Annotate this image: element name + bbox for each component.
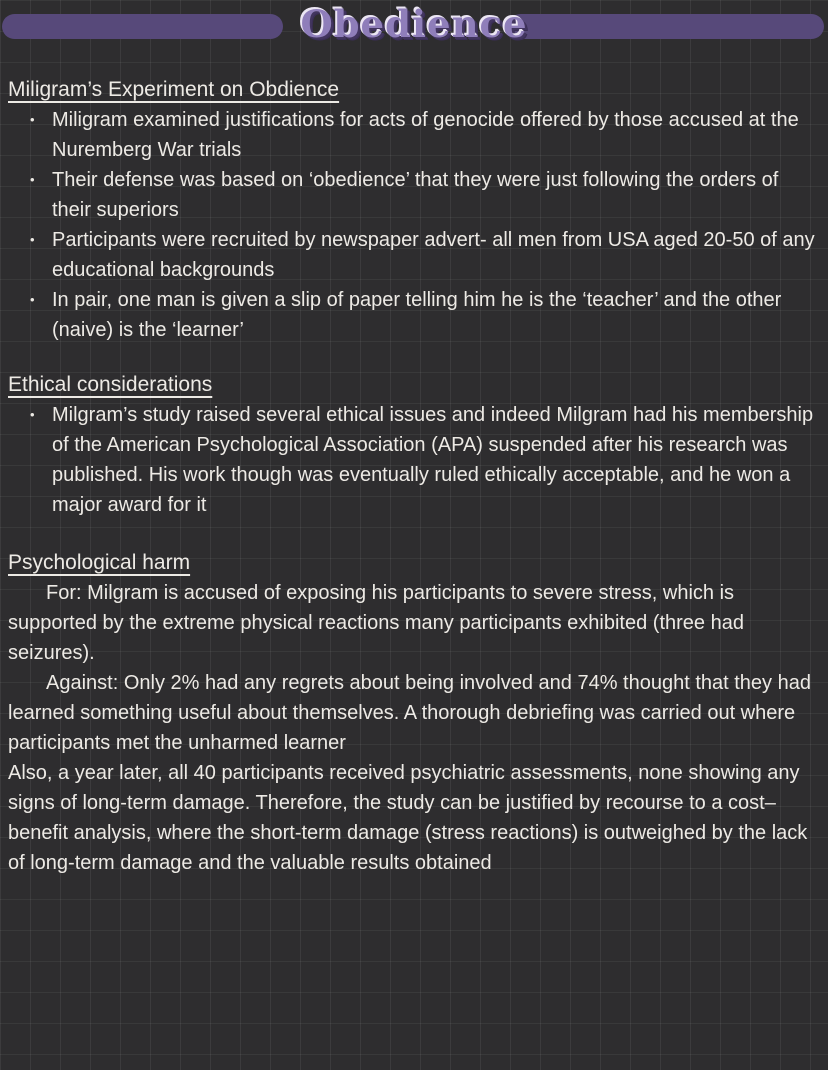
paragraph-for: For: Milgram is accused of exposing his participants to severe stress, which is supported by the extreme physical reactions many participants exhibited (three had seizures). — [8, 582, 744, 664]
bullet-dot-icon: • — [30, 407, 35, 422]
bullet-text: Their defense was based on ‘obedience’ that they were just following the orders of their superiors — [52, 169, 779, 221]
bullet-item — [8, 285, 820, 345]
page-title: Obedience — [300, 2, 528, 46]
section-heading-milgram-experiment: Miligram’s Experiment on Obdience — [8, 78, 340, 101]
note-body — [0, 75, 828, 878]
paragraph-followup: Also, a year later, all 40 participants received psychiatric assessments, none showing any signs of long-term damage. Therefore, the study can be justified by recourse to a cost–benefit analysis, where the short-term damage (stress reactions) is outweighed by the lack of long-term damage and the valuable results obtained — [8, 762, 808, 874]
paragraph-against: Against: Only 2% had any regrets about being involved and 74% thought that they had learned something useful about themselves. A thorough debriefing was carried out where participants met the unharmed learner — [8, 672, 811, 754]
bullet-text: In pair, one man is given a slip of paper telling him he is the ‘teacher’ and the other (naive) is the ‘learner’ — [52, 289, 782, 341]
bullet-item — [8, 105, 820, 165]
bullet-text: Milgram’s study raised several ethical issues and indeed Milgram had his membership of the American Psychological Association (APA) suspended after his research was published. His work though was eventually ruled ethically acceptable, and he won a major award for it — [52, 404, 814, 516]
bullet-dot-icon: • — [30, 232, 35, 247]
bullet-item — [8, 400, 820, 520]
bullet-text: Participants were recruited by newspaper advert- all men from USA aged 20-50 of any educational backgrounds — [52, 229, 815, 281]
bullet-text: Miligram examined justifications for acts of genocide offered by those accused at the Nuremberg War trials — [52, 109, 799, 161]
section-heading-ethical-considerations: Ethical considerations — [8, 373, 213, 396]
bullet-item — [8, 225, 820, 285]
bullet-dot-icon: • — [30, 172, 35, 187]
bullet-dot-icon: • — [30, 112, 35, 127]
title-banner — [0, 0, 828, 52]
bullet-dot-icon: • — [30, 292, 35, 307]
bullet-item — [8, 165, 820, 225]
section-heading-psychological-harm: Psychological harm — [8, 551, 191, 574]
